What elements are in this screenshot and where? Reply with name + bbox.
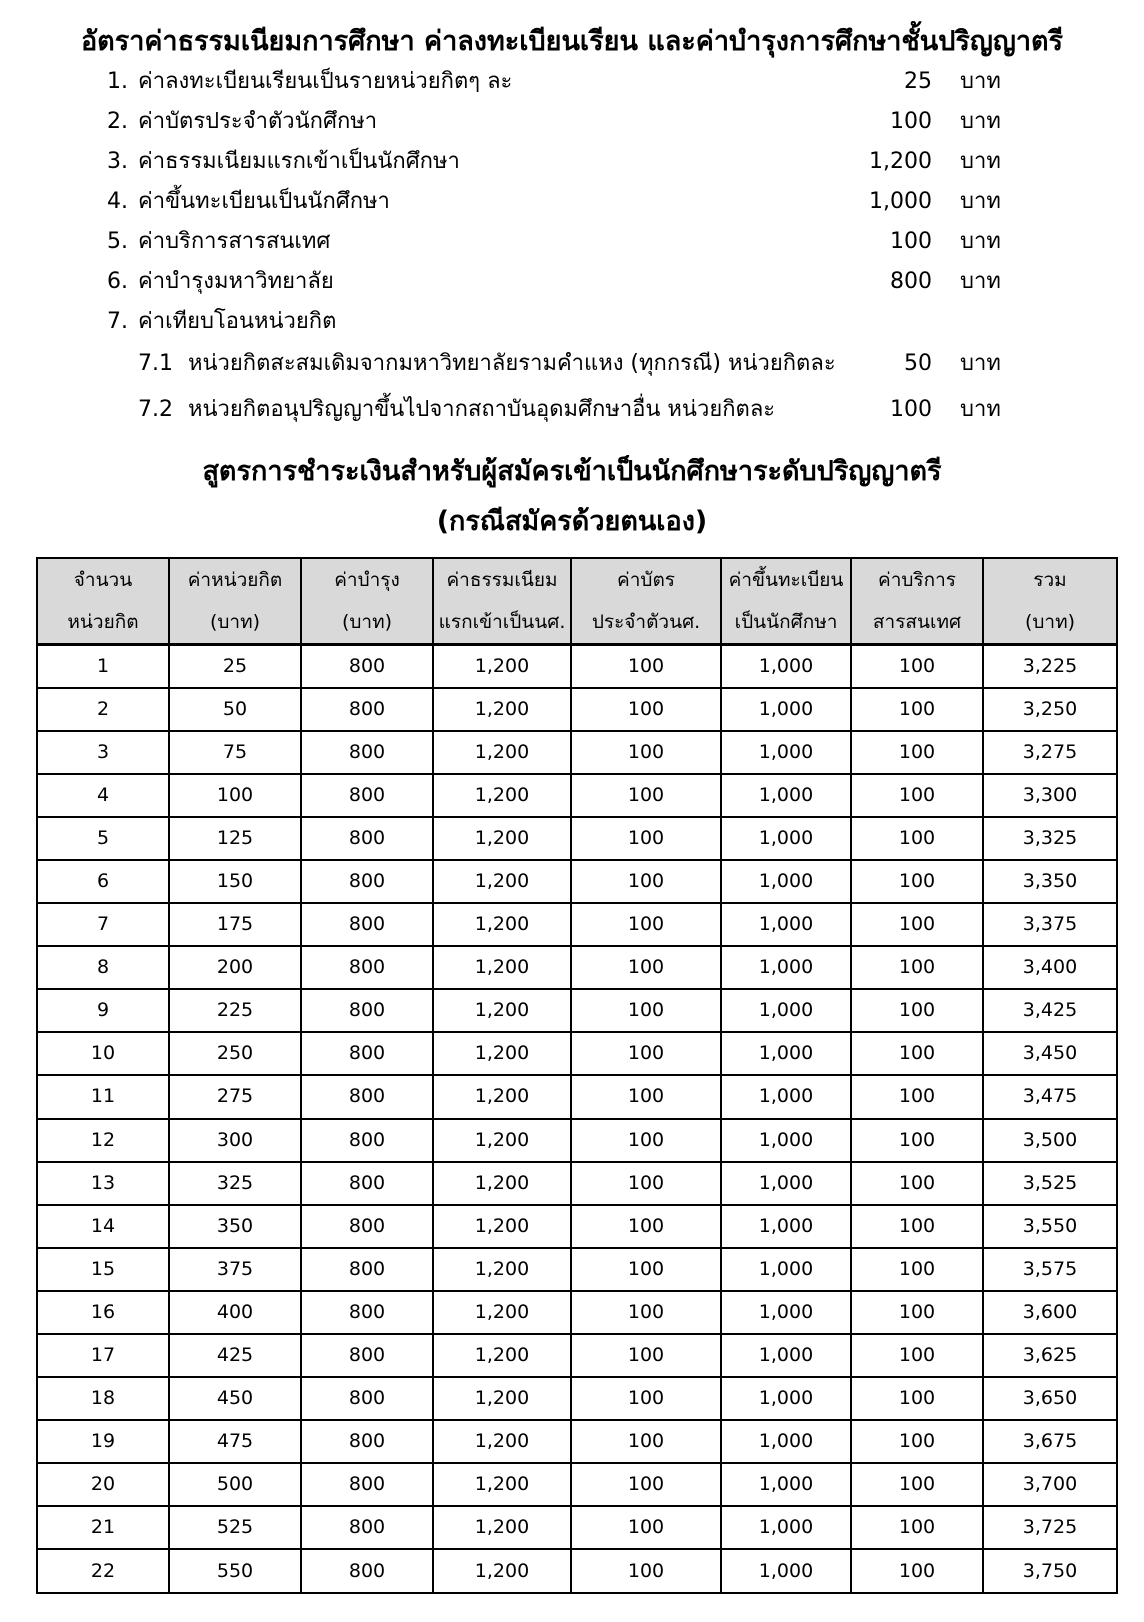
cell-info-service: 100	[851, 1248, 983, 1291]
header-id-card: ค่าบัตร ประจำตัวนศ.	[571, 558, 721, 645]
fee-unit: บาท	[960, 69, 1001, 94]
cell-credits: 22	[37, 1549, 169, 1592]
cell-maintenance: 800	[301, 1463, 433, 1506]
fee-number: 3.	[107, 149, 128, 174]
cell-id-card: 100	[571, 1291, 721, 1334]
cell-entrance-fee: 1,200	[433, 645, 571, 688]
fee-item	[0, 102, 1144, 142]
cell-credit-fee: 350	[169, 1205, 301, 1248]
header-info-service: ค่าบริการ สารสนเทศ	[851, 558, 983, 645]
fee-number: 5.	[107, 229, 128, 254]
cell-registration: 1,000	[721, 731, 851, 774]
cell-credit-fee: 400	[169, 1291, 301, 1334]
cell-credit-fee: 250	[169, 1032, 301, 1075]
section-subtitle: (กรณีสมัครด้วยตนเอง)	[436, 506, 708, 537]
cell-credits: 8	[37, 946, 169, 989]
cell-id-card: 100	[571, 1420, 721, 1463]
cell-credit-fee: 225	[169, 989, 301, 1032]
cell-entrance-fee: 1,200	[433, 1420, 571, 1463]
fee-label: ค่าเทียบโอนหน่วยกิต	[138, 309, 337, 334]
cell-total: 3,325	[983, 817, 1117, 860]
cell-credit-fee: 75	[169, 731, 301, 774]
cell-info-service: 100	[851, 1506, 983, 1549]
cell-total: 3,350	[983, 860, 1117, 903]
cell-id-card: 100	[571, 1334, 721, 1377]
fee-unit: บาท	[960, 229, 1001, 254]
sub-fee-unit: บาท	[960, 351, 1001, 376]
cell-info-service: 100	[851, 903, 983, 946]
page-title: อัตราค่าธรรมเนียมการศึกษา ค่าลงทะเบียนเรียน และค่าบำรุงการศึกษาชั้นปริญญาตรี	[80, 26, 1064, 57]
cell-credits: 16	[37, 1291, 169, 1334]
cell-entrance-fee: 1,200	[433, 1291, 571, 1334]
fee-amount: 1,000	[869, 189, 932, 214]
cell-registration: 1,000	[721, 1032, 851, 1075]
cell-registration: 1,000	[721, 1377, 851, 1420]
cell-credit-fee: 200	[169, 946, 301, 989]
sub-fee-number: 7.2	[138, 397, 173, 422]
fee-amount: 100	[890, 109, 932, 134]
cell-registration: 1,000	[721, 688, 851, 731]
cell-credit-fee: 525	[169, 1506, 301, 1549]
cell-credit-fee: 275	[169, 1075, 301, 1118]
table-row	[37, 817, 1117, 860]
cell-credits: 3	[37, 731, 169, 774]
cell-credits: 12	[37, 1119, 169, 1162]
cell-registration: 1,000	[721, 817, 851, 860]
cell-maintenance: 800	[301, 688, 433, 731]
cell-info-service: 100	[851, 731, 983, 774]
cell-info-service: 100	[851, 1377, 983, 1420]
cell-entrance-fee: 1,200	[433, 1075, 571, 1118]
fee-label: ค่าบัตรประจำตัวนักศึกษา	[138, 109, 378, 134]
table-row	[37, 774, 1117, 817]
cell-maintenance: 800	[301, 1334, 433, 1377]
cell-info-service: 100	[851, 1162, 983, 1205]
fee-unit: บาท	[960, 109, 1001, 134]
cell-registration: 1,000	[721, 903, 851, 946]
table-row	[37, 1506, 1117, 1549]
cell-maintenance: 800	[301, 1377, 433, 1420]
cell-maintenance: 800	[301, 860, 433, 903]
table-row	[37, 688, 1117, 731]
cell-maintenance: 800	[301, 1075, 433, 1118]
cell-id-card: 100	[571, 1205, 721, 1248]
table-row	[37, 731, 1117, 774]
cell-registration: 1,000	[721, 1334, 851, 1377]
cell-credits: 18	[37, 1377, 169, 1420]
cell-id-card: 100	[571, 1506, 721, 1549]
cell-credits: 13	[37, 1162, 169, 1205]
table-row	[37, 1248, 1117, 1291]
cell-total: 3,575	[983, 1248, 1117, 1291]
cell-entrance-fee: 1,200	[433, 989, 571, 1032]
cell-entrance-fee: 1,200	[433, 774, 571, 817]
header-credits: จำนวน หน่วยกิต	[37, 558, 169, 645]
cell-info-service: 100	[851, 1032, 983, 1075]
cell-entrance-fee: 1,200	[433, 903, 571, 946]
cell-id-card: 100	[571, 860, 721, 903]
cell-id-card: 100	[571, 903, 721, 946]
cell-credits: 19	[37, 1420, 169, 1463]
fee-amount: 25	[904, 69, 932, 94]
cell-credits: 9	[37, 989, 169, 1032]
cell-credit-fee: 300	[169, 1119, 301, 1162]
header-maintenance: ค่าบำรุง (บาท)	[301, 558, 433, 645]
table-row	[37, 1549, 1117, 1592]
cell-entrance-fee: 1,200	[433, 1119, 571, 1162]
cell-info-service: 100	[851, 1205, 983, 1248]
sub-fee-label: หน่วยกิตสะสมเดิมจากมหาวิทยาลัยรามคำแหง (ทุกกรณี) หน่วยกิตละ	[188, 351, 836, 376]
fee-item	[0, 222, 1144, 262]
cell-id-card: 100	[571, 645, 721, 688]
cell-registration: 1,000	[721, 1075, 851, 1118]
cell-info-service: 100	[851, 1463, 983, 1506]
cell-credit-fee: 500	[169, 1463, 301, 1506]
cell-id-card: 100	[571, 731, 721, 774]
fee-item	[0, 62, 1144, 102]
cell-maintenance: 800	[301, 1119, 433, 1162]
cell-entrance-fee: 1,200	[433, 1549, 571, 1592]
cell-total: 3,600	[983, 1291, 1117, 1334]
cell-maintenance: 800	[301, 903, 433, 946]
table-row	[37, 1032, 1117, 1075]
cell-credits: 17	[37, 1334, 169, 1377]
cell-maintenance: 800	[301, 1162, 433, 1205]
fee-number: 7.	[107, 309, 128, 334]
cell-entrance-fee: 1,200	[433, 1506, 571, 1549]
fee-label: ค่าบริการสารสนเทศ	[138, 229, 331, 254]
section-title: สูตรการชำระเงินสำหรับผู้สมัครเข้าเป็นนักศึกษาระดับปริญญาตรี	[202, 456, 942, 487]
sub-fee-label: หน่วยกิตอนุปริญญาขึ้นไปจากสถาบันอุดมศึกษาอื่น หน่วยกิตละ	[188, 397, 776, 422]
cell-registration: 1,000	[721, 1205, 851, 1248]
table-row	[37, 903, 1117, 946]
fee-unit: บาท	[960, 189, 1001, 214]
cell-credit-fee: 475	[169, 1420, 301, 1463]
cell-total: 3,625	[983, 1334, 1117, 1377]
cell-credit-fee: 25	[169, 645, 301, 688]
cell-id-card: 100	[571, 1119, 721, 1162]
fee-amount: 1,200	[869, 149, 932, 174]
cell-registration: 1,000	[721, 989, 851, 1032]
fee-unit: บาท	[960, 269, 1001, 294]
cell-info-service: 100	[851, 860, 983, 903]
cell-maintenance: 800	[301, 774, 433, 817]
cell-registration: 1,000	[721, 860, 851, 903]
cell-total: 3,275	[983, 731, 1117, 774]
cell-maintenance: 800	[301, 1248, 433, 1291]
cell-info-service: 100	[851, 1291, 983, 1334]
cell-registration: 1,000	[721, 774, 851, 817]
cell-maintenance: 800	[301, 817, 433, 860]
cell-info-service: 100	[851, 774, 983, 817]
cell-entrance-fee: 1,200	[433, 731, 571, 774]
cell-total: 3,675	[983, 1420, 1117, 1463]
sub-fee-item	[0, 344, 1144, 384]
cell-id-card: 100	[571, 1377, 721, 1420]
header-total: รวม (บาท)	[983, 558, 1117, 645]
header-credit-fee: ค่าหน่วยกิต (บาท)	[169, 558, 301, 645]
fee-amount: 100	[890, 229, 932, 254]
table-row	[37, 860, 1117, 903]
sub-fee-unit: บาท	[960, 397, 1001, 422]
fee-label: ค่าบำรุงมหาวิทยาลัย	[138, 269, 334, 294]
cell-credits: 15	[37, 1248, 169, 1291]
cell-registration: 1,000	[721, 946, 851, 989]
table-header	[37, 558, 1117, 645]
cell-registration: 1,000	[721, 1119, 851, 1162]
cell-total: 3,225	[983, 645, 1117, 688]
sub-fee-number: 7.1	[138, 351, 173, 376]
sub-fee-amount: 50	[904, 351, 932, 376]
cell-total: 3,250	[983, 688, 1117, 731]
cell-credit-fee: 175	[169, 903, 301, 946]
cell-total: 3,500	[983, 1119, 1117, 1162]
cell-info-service: 100	[851, 1549, 983, 1592]
cell-entrance-fee: 1,200	[433, 817, 571, 860]
table-row	[37, 1075, 1117, 1118]
payment-formula-table	[36, 557, 1118, 1594]
cell-info-service: 100	[851, 946, 983, 989]
cell-maintenance: 800	[301, 645, 433, 688]
cell-id-card: 100	[571, 688, 721, 731]
cell-total: 3,450	[983, 1032, 1117, 1075]
cell-registration: 1,000	[721, 1549, 851, 1592]
cell-id-card: 100	[571, 774, 721, 817]
cell-maintenance: 800	[301, 1420, 433, 1463]
cell-id-card: 100	[571, 989, 721, 1032]
table-row	[37, 946, 1117, 989]
cell-maintenance: 800	[301, 989, 433, 1032]
cell-registration: 1,000	[721, 1248, 851, 1291]
fee-number: 6.	[107, 269, 128, 294]
cell-credits: 10	[37, 1032, 169, 1075]
cell-maintenance: 800	[301, 1506, 433, 1549]
fee-item	[0, 182, 1144, 222]
cell-total: 3,525	[983, 1162, 1117, 1205]
cell-id-card: 100	[571, 817, 721, 860]
cell-info-service: 100	[851, 645, 983, 688]
cell-credit-fee: 550	[169, 1549, 301, 1592]
table-row	[37, 1119, 1117, 1162]
cell-entrance-fee: 1,200	[433, 1032, 571, 1075]
cell-credits: 21	[37, 1506, 169, 1549]
cell-credits: 20	[37, 1463, 169, 1506]
cell-maintenance: 800	[301, 1291, 433, 1334]
cell-registration: 1,000	[721, 1420, 851, 1463]
cell-total: 3,375	[983, 903, 1117, 946]
fee-item	[0, 142, 1144, 182]
cell-maintenance: 800	[301, 1549, 433, 1592]
cell-info-service: 100	[851, 688, 983, 731]
cell-credits: 6	[37, 860, 169, 903]
cell-maintenance: 800	[301, 946, 433, 989]
cell-maintenance: 800	[301, 1205, 433, 1248]
cell-total: 3,650	[983, 1377, 1117, 1420]
cell-registration: 1,000	[721, 1291, 851, 1334]
cell-entrance-fee: 1,200	[433, 946, 571, 989]
cell-maintenance: 800	[301, 1032, 433, 1075]
cell-credits: 7	[37, 903, 169, 946]
cell-id-card: 100	[571, 1549, 721, 1592]
cell-total: 3,550	[983, 1205, 1117, 1248]
fee-label: ค่าขึ้นทะเบียนเป็นนักศึกษา	[138, 189, 390, 214]
cell-info-service: 100	[851, 1119, 983, 1162]
cell-entrance-fee: 1,200	[433, 860, 571, 903]
fee-number: 2.	[107, 109, 128, 134]
cell-maintenance: 800	[301, 731, 433, 774]
fee-amount: 800	[890, 269, 932, 294]
cell-registration: 1,000	[721, 1506, 851, 1549]
header-registration: ค่าขึ้นทะเบียน เป็นนักศึกษา	[721, 558, 851, 645]
cell-info-service: 100	[851, 989, 983, 1032]
cell-entrance-fee: 1,200	[433, 1248, 571, 1291]
cell-id-card: 100	[571, 1162, 721, 1205]
cell-credit-fee: 425	[169, 1334, 301, 1377]
cell-id-card: 100	[571, 1463, 721, 1506]
cell-credits: 14	[37, 1205, 169, 1248]
table-row	[37, 645, 1117, 688]
cell-credit-fee: 125	[169, 817, 301, 860]
table-row	[37, 1420, 1117, 1463]
cell-info-service: 100	[851, 1334, 983, 1377]
cell-id-card: 100	[571, 1032, 721, 1075]
table-row	[37, 1162, 1117, 1205]
cell-credit-fee: 50	[169, 688, 301, 731]
table-row	[37, 1463, 1117, 1506]
table-row	[37, 1291, 1117, 1334]
cell-credit-fee: 100	[169, 774, 301, 817]
table-body	[37, 645, 1117, 1593]
fee-number: 4.	[107, 189, 128, 214]
cell-total: 3,425	[983, 989, 1117, 1032]
cell-info-service: 100	[851, 1420, 983, 1463]
cell-registration: 1,000	[721, 645, 851, 688]
sub-fee-item	[0, 390, 1144, 430]
fee-unit: บาท	[960, 149, 1001, 174]
cell-id-card: 100	[571, 1248, 721, 1291]
cell-info-service: 100	[851, 817, 983, 860]
cell-total: 3,475	[983, 1075, 1117, 1118]
cell-entrance-fee: 1,200	[433, 1377, 571, 1420]
sub-fee-amount: 100	[890, 397, 932, 422]
table-header-row	[37, 558, 1117, 645]
cell-entrance-fee: 1,200	[433, 1334, 571, 1377]
cell-credits: 4	[37, 774, 169, 817]
fee-item	[0, 302, 1144, 342]
cell-credits: 1	[37, 645, 169, 688]
cell-entrance-fee: 1,200	[433, 1463, 571, 1506]
cell-credit-fee: 325	[169, 1162, 301, 1205]
cell-total: 3,400	[983, 946, 1117, 989]
fee-number: 1.	[107, 69, 128, 94]
table-row	[37, 1377, 1117, 1420]
cell-entrance-fee: 1,200	[433, 1205, 571, 1248]
cell-info-service: 100	[851, 1075, 983, 1118]
cell-id-card: 100	[571, 946, 721, 989]
table-row	[37, 1334, 1117, 1377]
cell-total: 3,700	[983, 1463, 1117, 1506]
table-row	[37, 989, 1117, 1032]
fee-item	[0, 262, 1144, 302]
cell-registration: 1,000	[721, 1463, 851, 1506]
cell-credit-fee: 450	[169, 1377, 301, 1420]
header-entrance-fee: ค่าธรรมเนียม แรกเข้าเป็นนศ.	[433, 558, 571, 645]
table-row	[37, 1205, 1117, 1248]
cell-credit-fee: 375	[169, 1248, 301, 1291]
cell-entrance-fee: 1,200	[433, 688, 571, 731]
cell-entrance-fee: 1,200	[433, 1162, 571, 1205]
cell-credit-fee: 150	[169, 860, 301, 903]
cell-credits: 2	[37, 688, 169, 731]
cell-total: 3,725	[983, 1506, 1117, 1549]
cell-credits: 5	[37, 817, 169, 860]
cell-total: 3,300	[983, 774, 1117, 817]
cell-id-card: 100	[571, 1075, 721, 1118]
cell-total: 3,750	[983, 1549, 1117, 1592]
cell-registration: 1,000	[721, 1162, 851, 1205]
cell-credits: 11	[37, 1075, 169, 1118]
fee-label: ค่าลงทะเบียนเรียนเป็นรายหน่วยกิตๆ ละ	[138, 69, 513, 94]
fee-label: ค่าธรรมเนียมแรกเข้าเป็นนักศึกษา	[138, 149, 460, 174]
